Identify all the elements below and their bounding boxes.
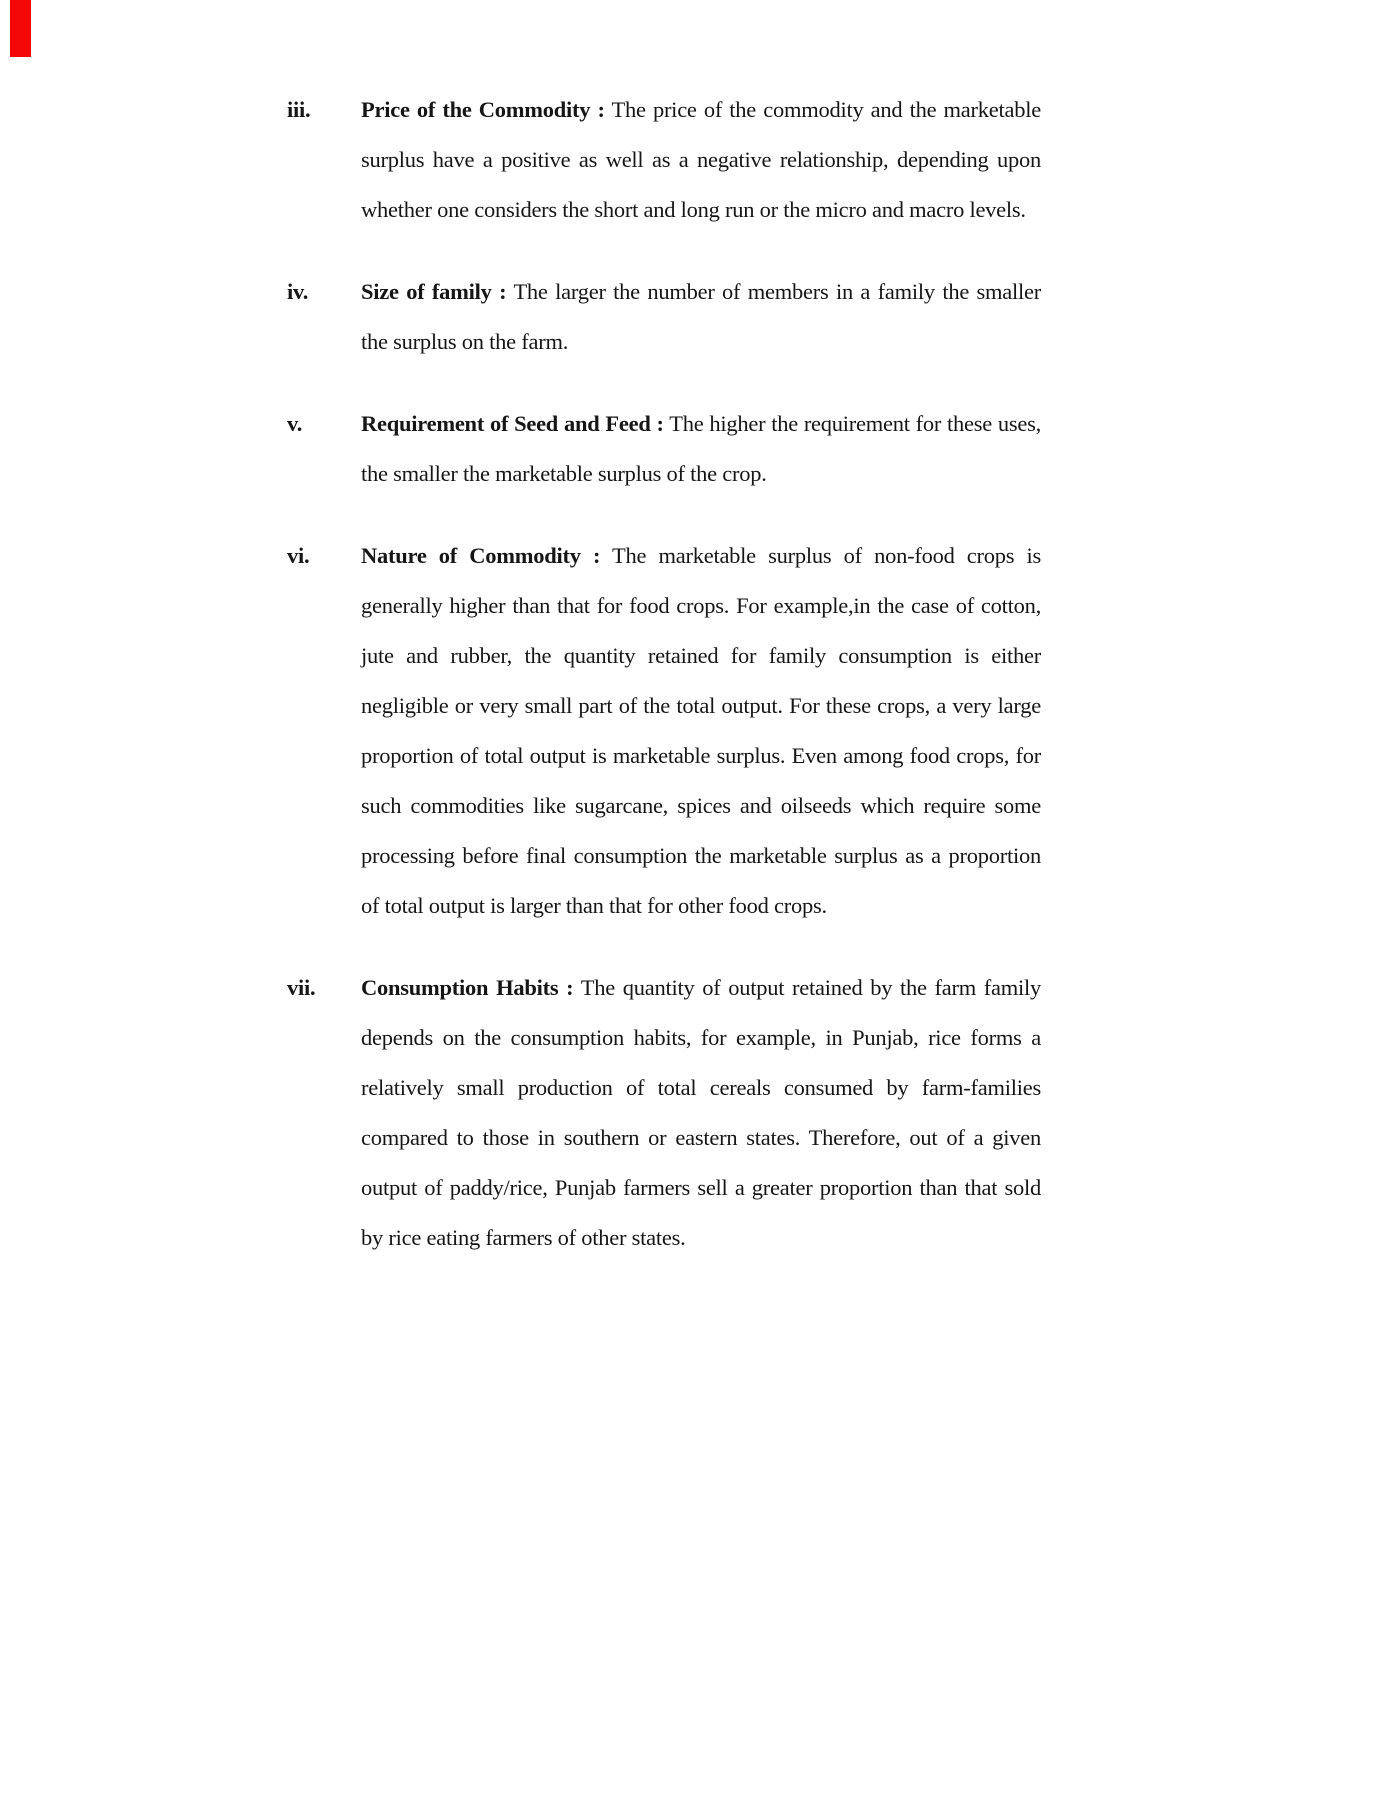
list-item: [287, 399, 1047, 499]
item-text: [361, 963, 1041, 1263]
item-numeral: vi.: [287, 543, 310, 568]
item-body: The larger the number of members in a family the smaller the surplus on the farm.: [361, 279, 1042, 354]
item-heading: Consumption Habits :: [361, 975, 574, 1000]
red-edge-mark: [10, 0, 31, 57]
item-body: The quantity of output retained by the farm family depends on the consumption habits, for example, in Punjab, rice forms a relatively small production of total cereals consumed by farm-families compared to those in southern or eastern states. Therefore, out of a given output of paddy/rice, Punjab farmers sell a greater proportion than that sold by rice eating farmers of other states.: [361, 975, 1041, 1250]
item-numeral: v.: [287, 411, 303, 436]
list-item: [287, 531, 1047, 931]
list-item: [287, 85, 1047, 235]
item-numeral: iii.: [287, 97, 311, 122]
item-numeral: iv.: [287, 279, 309, 304]
item-text: [361, 531, 1041, 931]
item-body: The price of the commodity and the marketable surplus have a positive as well as a negative relationship, depending upon whether one considers the short and long run or the micro and macro levels.: [361, 97, 1041, 222]
item-heading: Price of the Commodity :: [361, 97, 605, 122]
item-heading: Nature of Commodity :: [361, 543, 601, 568]
list-item: [287, 267, 1047, 367]
item-body: The higher the requirement for these uses, the smaller the marketable surplus of the crop.: [361, 411, 1042, 486]
factor-list: [287, 85, 1047, 1295]
item-body: The marketable surplus of non-food crops is generally higher than that for food crops. For example,in the case of cotton, jute and rubber, the quantity retained for family consumption is either negligible or very small part of the total output. For these crops, a very large proportion of total output is marketable surplus. Even among food crops, for such commodities like sugarcane, spices and oilseeds which require some processing before final consumption the marketable surplus as a proportion of total output is larger than that for other food crops.: [361, 543, 1041, 918]
item-text: [361, 85, 1041, 235]
item-text: [361, 399, 1041, 499]
item-text: [361, 267, 1041, 367]
item-heading: Size of family :: [361, 279, 507, 304]
item-numeral: vii.: [287, 975, 316, 1000]
item-heading: Requirement of Seed and Feed :: [361, 411, 664, 436]
list-item: [287, 963, 1047, 1263]
